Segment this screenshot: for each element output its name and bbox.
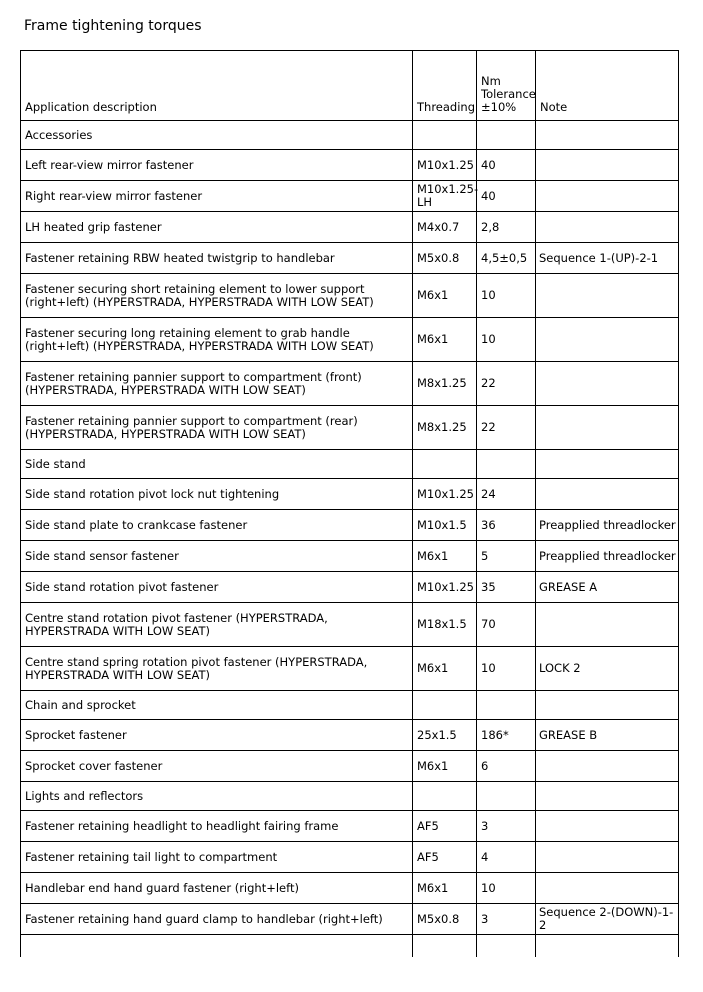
note-cell xyxy=(536,603,679,647)
torque-cell: 40 xyxy=(477,150,536,181)
table-row xyxy=(21,510,679,541)
description-cell: Side stand rotation pivot lock nut tightening xyxy=(21,479,413,510)
description-cell: Fastener securing long retaining element to grab handle (right+left) (HYPERSTRADA, HYPERSTRADA WITH LOW SEAT) xyxy=(21,318,413,362)
table-row xyxy=(21,751,679,782)
empty-cell xyxy=(21,935,413,958)
header-torque xyxy=(477,51,536,121)
torque-cell: 3 xyxy=(477,811,536,842)
note-cell: GREASE B xyxy=(536,720,679,751)
threading-cell: M8x1.25 xyxy=(413,362,477,406)
torque-cell: 10 xyxy=(477,647,536,691)
description-cell: Sprocket fastener xyxy=(21,720,413,751)
torque-table xyxy=(20,50,679,957)
note-cell: LOCK 2 xyxy=(536,647,679,691)
torque-cell: 35 xyxy=(477,572,536,603)
threading-cell: M18x1.5 xyxy=(413,603,477,647)
header-threading: Threading xyxy=(413,51,477,121)
description-cell: Side stand rotation pivot fastener xyxy=(21,572,413,603)
torque-cell: 6 xyxy=(477,751,536,782)
threading-cell: M10x1.5 xyxy=(413,510,477,541)
sec-torque-cell xyxy=(477,121,536,150)
table-row xyxy=(21,842,679,873)
description-cell: Fastener retaining RBW heated twistgrip to handlebar xyxy=(21,243,413,274)
threading-cell: AF5 xyxy=(413,811,477,842)
description-cell: Side stand plate to crankcase fastener xyxy=(21,510,413,541)
table-row xyxy=(21,873,679,904)
description-cell: Fastener retaining tail light to compartment xyxy=(21,842,413,873)
note-cell xyxy=(536,274,679,318)
sec-thread-cell xyxy=(413,782,477,811)
section-title: Side stand xyxy=(21,450,413,479)
description-cell: LH heated grip fastener xyxy=(21,212,413,243)
note-cell: GREASE A xyxy=(536,572,679,603)
note-cell xyxy=(536,842,679,873)
table-row-continued xyxy=(21,935,679,958)
threading-cell: M10x1.25-LH xyxy=(413,181,477,212)
table-header xyxy=(21,51,679,121)
threading-cell: M6x1 xyxy=(413,541,477,572)
section-title: Accessories xyxy=(21,121,413,150)
table-row xyxy=(21,811,679,842)
torque-cell: 24 xyxy=(477,479,536,510)
threading-cell: M4x0.7 xyxy=(413,212,477,243)
table-row xyxy=(21,181,679,212)
torque-cell: 36 xyxy=(477,510,536,541)
threading-cell: M10x1.25 xyxy=(413,572,477,603)
threading-cell: M8x1.25 xyxy=(413,406,477,450)
threading-cell: M6x1 xyxy=(413,751,477,782)
torque-cell: 4,5±0,5 xyxy=(477,243,536,274)
note-cell xyxy=(536,181,679,212)
empty-cell xyxy=(413,935,477,958)
description-cell: Side stand sensor fastener xyxy=(21,541,413,572)
description-cell: Right rear-view mirror fastener xyxy=(21,181,413,212)
table-row xyxy=(21,362,679,406)
description-cell: Fastener retaining hand guard clamp to handlebar (right+left) xyxy=(21,904,413,935)
sec-note-cell xyxy=(536,691,679,720)
table-row xyxy=(21,720,679,751)
empty-cell xyxy=(477,935,536,958)
threading-cell: M6x1 xyxy=(413,647,477,691)
note-cell xyxy=(536,150,679,181)
note-cell xyxy=(536,318,679,362)
table-row xyxy=(21,647,679,691)
header-note: Note xyxy=(536,51,679,121)
note-cell xyxy=(536,873,679,904)
threading-cell: M6x1 xyxy=(413,873,477,904)
note-cell: Sequence 1-(UP)-2-1 xyxy=(536,243,679,274)
table-row xyxy=(21,406,679,450)
torque-cell: 2,8 xyxy=(477,212,536,243)
description-cell: Left rear-view mirror fastener xyxy=(21,150,413,181)
page-title: Frame tightening torques xyxy=(24,18,202,34)
note-cell xyxy=(536,212,679,243)
torque-cell: 10 xyxy=(477,873,536,904)
sec-thread-cell xyxy=(413,450,477,479)
table-row xyxy=(21,243,679,274)
threading-cell: M6x1 xyxy=(413,318,477,362)
sec-note-cell xyxy=(536,782,679,811)
sec-torque-cell xyxy=(477,782,536,811)
threading-cell: M10x1.25 xyxy=(413,479,477,510)
description-cell: Sprocket cover fastener xyxy=(21,751,413,782)
header-description: Application description xyxy=(21,51,413,121)
header-torque-tolerance: Tolerance xyxy=(481,87,536,101)
section-row xyxy=(21,121,679,150)
sec-thread-cell xyxy=(413,121,477,150)
section-title: Lights and reflectors xyxy=(21,782,413,811)
sec-thread-cell xyxy=(413,691,477,720)
threading-cell: M5x0.8 xyxy=(413,904,477,935)
section-row xyxy=(21,691,679,720)
section-title: Chain and sprocket xyxy=(21,691,413,720)
torque-cell: 22 xyxy=(477,406,536,450)
header-torque-unit: Nm xyxy=(481,74,501,88)
threading-cell: AF5 xyxy=(413,842,477,873)
threading-cell: 25x1.5 xyxy=(413,720,477,751)
torque-cell: 186* xyxy=(477,720,536,751)
header-torque-percent: ±10% xyxy=(481,100,517,114)
sec-torque-cell xyxy=(477,450,536,479)
torque-cell: 3 xyxy=(477,904,536,935)
table-row xyxy=(21,904,679,935)
description-cell: Handlebar end hand guard fastener (right+left) xyxy=(21,873,413,904)
table-row xyxy=(21,212,679,243)
note-cell xyxy=(536,362,679,406)
sec-torque-cell xyxy=(477,691,536,720)
table-row xyxy=(21,150,679,181)
note-cell: Sequence 2-(DOWN)-1-2 xyxy=(536,904,679,935)
torque-cell: 4 xyxy=(477,842,536,873)
section-row xyxy=(21,782,679,811)
note-cell xyxy=(536,751,679,782)
threading-cell: M6x1 xyxy=(413,274,477,318)
threading-cell: M10x1.25 xyxy=(413,150,477,181)
table-body xyxy=(21,121,679,958)
description-cell: Fastener securing short retaining element to lower support (right+left) (HYPERSTRADA, HYPERSTRADA WITH LOW SEAT) xyxy=(21,274,413,318)
table-row xyxy=(21,479,679,510)
torque-cell: 22 xyxy=(477,362,536,406)
note-cell xyxy=(536,406,679,450)
empty-cell xyxy=(536,935,679,958)
torque-cell: 5 xyxy=(477,541,536,572)
description-cell: Fastener retaining headlight to headlight fairing frame xyxy=(21,811,413,842)
torque-cell: 70 xyxy=(477,603,536,647)
torque-cell: 10 xyxy=(477,274,536,318)
description-cell: Centre stand spring rotation pivot fastener (HYPERSTRADA, HYPERSTRADA WITH LOW SEAT) xyxy=(21,647,413,691)
sec-note-cell xyxy=(536,450,679,479)
description-cell: Fastener retaining pannier support to compartment (front) (HYPERSTRADA, HYPERSTRADA WITH LOW SEAT) xyxy=(21,362,413,406)
table-row xyxy=(21,541,679,572)
table-row xyxy=(21,274,679,318)
torque-cell: 10 xyxy=(477,318,536,362)
note-cell xyxy=(536,811,679,842)
table-row xyxy=(21,603,679,647)
note-cell xyxy=(536,479,679,510)
torque-cell: 40 xyxy=(477,181,536,212)
torque-table-container xyxy=(20,50,678,957)
section-row xyxy=(21,450,679,479)
note-cell: Preapplied threadlocker xyxy=(536,510,679,541)
description-cell: Fastener retaining pannier support to compartment (rear) (HYPERSTRADA, HYPERSTRADA WITH LOW SEAT) xyxy=(21,406,413,450)
table-row xyxy=(21,572,679,603)
note-cell: Preapplied threadlocker xyxy=(536,541,679,572)
sec-note-cell xyxy=(536,121,679,150)
description-cell: Centre stand rotation pivot fastener (HYPERSTRADA, HYPERSTRADA WITH LOW SEAT) xyxy=(21,603,413,647)
table-row xyxy=(21,318,679,362)
threading-cell: M5x0.8 xyxy=(413,243,477,274)
